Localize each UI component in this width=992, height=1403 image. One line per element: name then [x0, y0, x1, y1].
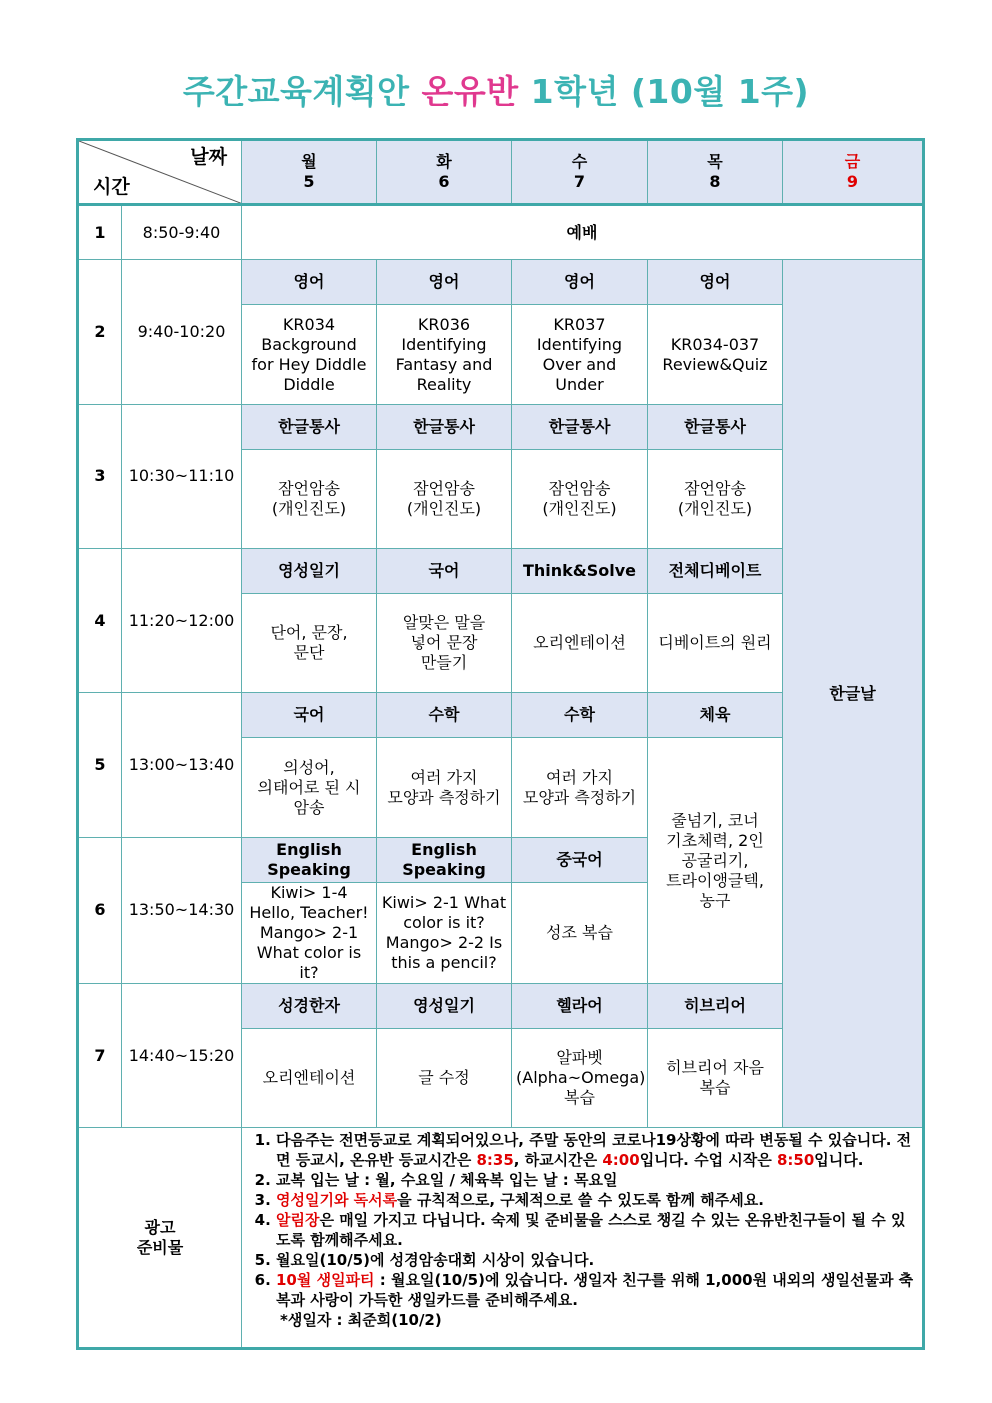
worship-cell: 예배: [242, 205, 924, 260]
period-time: 13:00~13:40: [122, 693, 242, 837]
subject-cell: 영성일기: [377, 984, 512, 1029]
content-cell: KR034 Background for Hey Diddle Diddle: [242, 305, 377, 404]
period-time: 13:50~14:30: [122, 837, 242, 983]
content-cell: 여러 가지 모양과 측정하기: [512, 738, 648, 837]
note-item: 1. 다음주는 전면등교로 계획되어있으나, 주말 동안의 코로나19상황에 따라 변동될 수 있습니다. 전면 등교시, 온유반 등교시간은 8:35, 하교시간은 4:00입니다. 수업 시작은 8:50입니다.: [276, 1130, 916, 1170]
period-number: 2: [78, 260, 122, 404]
subject-cell: English Speaking: [377, 837, 512, 882]
period-number: 5: [78, 693, 122, 837]
page-title: 주간교육계획안 온유반 1학년 (10월 1주): [182, 72, 810, 111]
note-item: 2. 교복 입는 날 : 월, 수요일 / 체육복 입는 날 : 목요일: [276, 1170, 916, 1190]
subject-cell: 영어: [242, 260, 377, 305]
content-cell: 성조 복습: [512, 882, 648, 983]
day-header-wed: 수 7: [512, 140, 648, 205]
date-label: 날짜: [190, 146, 227, 168]
subject-cell: 중국어: [512, 837, 648, 882]
pe-content-cell: 줄넘기, 코너 기초체력, 2인 공굴리기, 트라이앵글텍, 농구: [648, 738, 783, 984]
subject-cell: Think&Solve: [512, 548, 648, 593]
content-cell: 오리엔테이션: [512, 594, 648, 693]
subject-cell: 히브리어: [648, 984, 783, 1029]
subject-cell: 국어: [242, 693, 377, 738]
subject-cell: 헬라어: [512, 984, 648, 1029]
content-cell: KR036 Identifying Fantasy and Reality: [377, 305, 512, 404]
day-header-tue: 화 6: [377, 140, 512, 205]
day-header-thu: 목 8: [648, 140, 783, 205]
subject-cell: 한글통사: [648, 404, 783, 449]
content-cell: Kiwi> 2-1 What color is it? Mango> 2-2 Is this a pencil?: [377, 882, 512, 983]
subject-cell: 한글통사: [377, 404, 512, 449]
subject-cell: 국어: [377, 548, 512, 593]
period-number: 7: [78, 984, 122, 1128]
notes-cell: [242, 1128, 924, 1349]
content-cell: 알파벳 (Alpha~Omega) 복습: [512, 1029, 648, 1128]
content-cell: 단어, 문장, 문단: [242, 594, 377, 693]
content-cell: 잠언암송 (개인진도): [377, 449, 512, 548]
content-cell: 여러 가지 모양과 측정하기: [377, 738, 512, 837]
content-cell: 오리엔테이션: [242, 1029, 377, 1128]
subject-cell: 수학: [377, 693, 512, 738]
note-item: 5. 월요일(10/5)에 성경암송대회 시상이 있습니다.: [276, 1250, 916, 1270]
note-item: 6. 10월 생일파티 : 월요일(10/5)에 있습니다. 생일자 친구를 위해 1,000원 내외의 생일선물과 축복과 사랑이 가득한 생일카드를 준비해주세요. *생일자 : 최준희(10/2): [276, 1270, 916, 1330]
subject-cell: 영어: [377, 260, 512, 305]
subject-cell: 영성일기: [242, 548, 377, 593]
time-label: 시간: [93, 176, 130, 199]
holiday-cell: 한글날: [783, 260, 924, 1128]
subject-cell: English Speaking: [242, 837, 377, 882]
subject-cell: 체육: [648, 693, 783, 738]
period-number: 4: [78, 548, 122, 692]
content-cell: 글 수정: [377, 1029, 512, 1128]
weekly-plan-table: [76, 138, 925, 1350]
notes-label: 광고 준비물: [78, 1128, 242, 1349]
period-number: 6: [78, 837, 122, 983]
content-cell: 히브리어 자음 복습: [648, 1029, 783, 1128]
period-time: 14:40~15:20: [122, 984, 242, 1128]
content-cell: 디베이트의 원리: [648, 594, 783, 693]
period-time: 9:40-10:20: [122, 260, 242, 404]
subject-cell: 영어: [512, 260, 648, 305]
header-corner: [78, 140, 242, 205]
subject-cell: 영어: [648, 260, 783, 305]
period-time: 8:50-9:40: [122, 205, 242, 260]
content-cell: KR037 Identifying Over and Under: [512, 305, 648, 404]
subject-cell: 한글통사: [512, 404, 648, 449]
subject-cell: 한글통사: [242, 404, 377, 449]
subject-cell: 수학: [512, 693, 648, 738]
content-cell: 잠언암송 (개인진도): [512, 449, 648, 548]
note-item: 3. 영성일기와 독서록을 규칙적으로, 구체적으로 쓸 수 있도록 함께 해주세요.: [276, 1190, 916, 1210]
content-cell: Kiwi> 1-4 Hello, Teacher! Mango> 2-1 What color is it?: [242, 882, 377, 983]
subject-cell: 전체디베이트: [648, 548, 783, 593]
period-time: 10:30~11:10: [122, 404, 242, 548]
notes-list: [250, 1130, 916, 1330]
day-header-mon: 월 5: [242, 140, 377, 205]
day-header-fri: 금 9: [783, 140, 924, 205]
period-time: 11:20~12:00: [122, 548, 242, 692]
content-cell: 잠언암송 (개인진도): [648, 449, 783, 548]
subject-cell: 성경한자: [242, 984, 377, 1029]
content-cell: KR034-037 Review&Quiz: [648, 305, 783, 404]
period-number: 3: [78, 404, 122, 548]
content-cell: 알맞은 말을 넣어 문장 만들기: [377, 594, 512, 693]
content-cell: 의성어, 의태어로 된 시 암송: [242, 738, 377, 837]
note-item: 4. 알림장은 매일 가지고 다닙니다. 숙제 및 준비물을 스스로 챙길 수 있는 온유반친구들이 될 수 있도록 함께해주세요.: [276, 1210, 916, 1250]
period-number: 1: [78, 205, 122, 260]
content-cell: 잠언암송 (개인진도): [242, 449, 377, 548]
